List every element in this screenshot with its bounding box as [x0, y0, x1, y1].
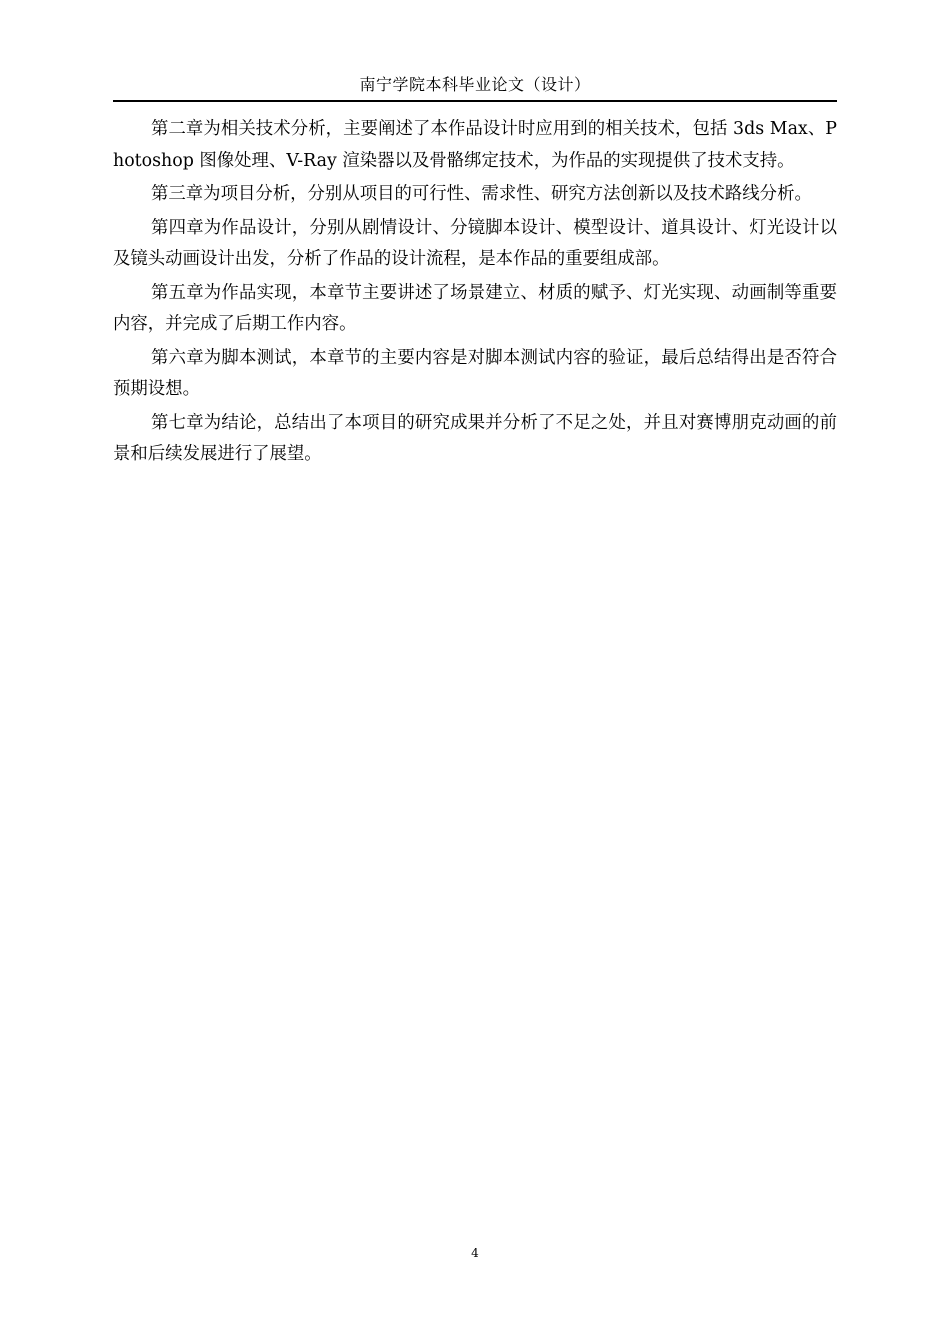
paragraph-chapter-5: 第五章为作品实现，本章节主要讲述了场景建立、材质的赋予、灯光实现、动画制等重要内容，并完成了后期工作内容。 [113, 282, 837, 334]
running-header: 南宁学院本科毕业论文（设计） [359, 75, 591, 94]
paragraph-chapter-4: 第四章为作品设计，分别从剧情设计、分镜脚本设计、模型设计、道具设计、灯光设计以及镜头动画设计出发，分析了作品的设计流程，是本作品的重要组成部。 [113, 217, 837, 269]
paragraph-chapter-7: 第七章为结论，总结出了本项目的研究成果并分析了不足之处，并且对赛博朋克动画的前景和后续发展进行了展望。 [113, 412, 837, 464]
paragraph-chapter-3: 第三章为项目分析，分别从项目的可行性、需求性、研究方法创新以及技术路线分析。 [151, 184, 812, 204]
paragraph-chapter-2: 第二章为相关技术分析，主要阐述了本作品设计时应用到的相关技术，包括 3ds Max、Photoshop 图像处理、V-Ray 渲染器以及骨骼绑定技术，为作品的实现提供了技术支持。 [113, 119, 837, 171]
page-number: 4 [471, 1246, 479, 1260]
body-text [113, 114, 837, 473]
paragraph-chapter-6: 第六章为脚本测试，本章节的主要内容是对脚本测试内容的验证，最后总结得出是否符合预期设想。 [113, 347, 837, 399]
header-rule [113, 100, 837, 102]
